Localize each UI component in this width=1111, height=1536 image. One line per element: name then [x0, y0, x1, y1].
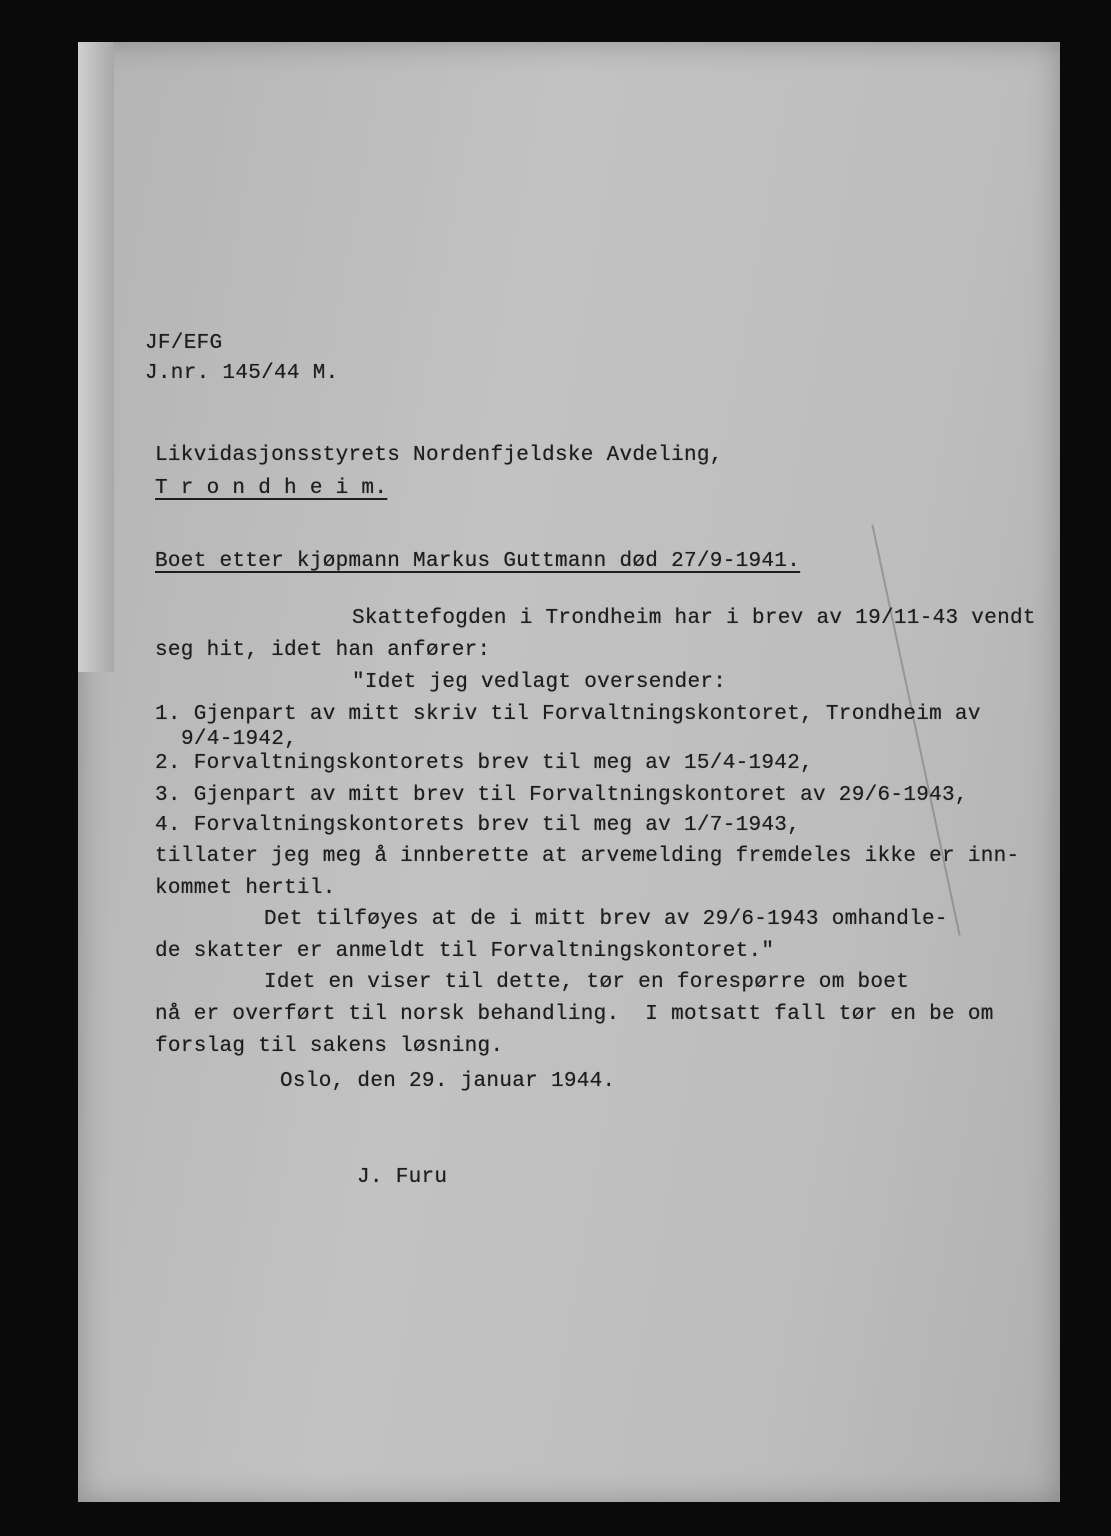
recipient-line2: T r o n d h e i m. [155, 477, 388, 500]
body-line: nå er overført til norsk behandling. I motsatt fall tør en be om [155, 1003, 994, 1026]
body-line: seg hit, idet han anfører: [155, 639, 491, 662]
body-line: Skattefogden i Trondheim har i brev av 19/11-43 vendt [352, 607, 1036, 630]
body-line: Idet en viser til dette, tør en forespørre om boet [264, 971, 910, 994]
subject: Boet etter kjøpmann Markus Guttmann død 27/9-1941. [155, 550, 801, 573]
journal-number: J.nr. 145/44 M. [145, 362, 339, 385]
initials: JF/EFG [145, 332, 223, 355]
body-line: forslag til sakens løsning. [155, 1035, 504, 1058]
place-date: Oslo, den 29. januar 1944. [280, 1070, 616, 1093]
list-item: 4. Forvaltningskontorets brev til meg av 1/7-1943, [155, 814, 801, 837]
body-line: de skatter er anmeldt til Forvaltningskontoret." [155, 940, 775, 963]
folded-edge [78, 42, 114, 672]
body-line: kommet hertil. [155, 877, 336, 900]
list-item: 1. Gjenpart av mitt skriv til Forvaltningskontoret, Trondheim av [155, 703, 981, 726]
list-item: 3. Gjenpart av mitt brev til Forvaltningskontoret av 29/6-1943, [155, 784, 968, 807]
list-item-continuation: 9/4-1942, [181, 728, 298, 751]
signature: J. Furu [357, 1166, 448, 1189]
body-line: "Idet jeg vedlagt oversender: [352, 671, 727, 694]
recipient-line1: Likvidasjonsstyrets Nordenfjeldske Avdeling, [155, 444, 723, 467]
list-item: 2. Forvaltningskontorets brev til meg av 15/4-1942, [155, 752, 814, 775]
body-line: Det tilføyes at de i mitt brev av 29/6-1943 omhandle- [264, 908, 948, 931]
body-line: tillater jeg meg å innberette at arvemelding fremdeles ikke er inn- [155, 845, 1020, 868]
